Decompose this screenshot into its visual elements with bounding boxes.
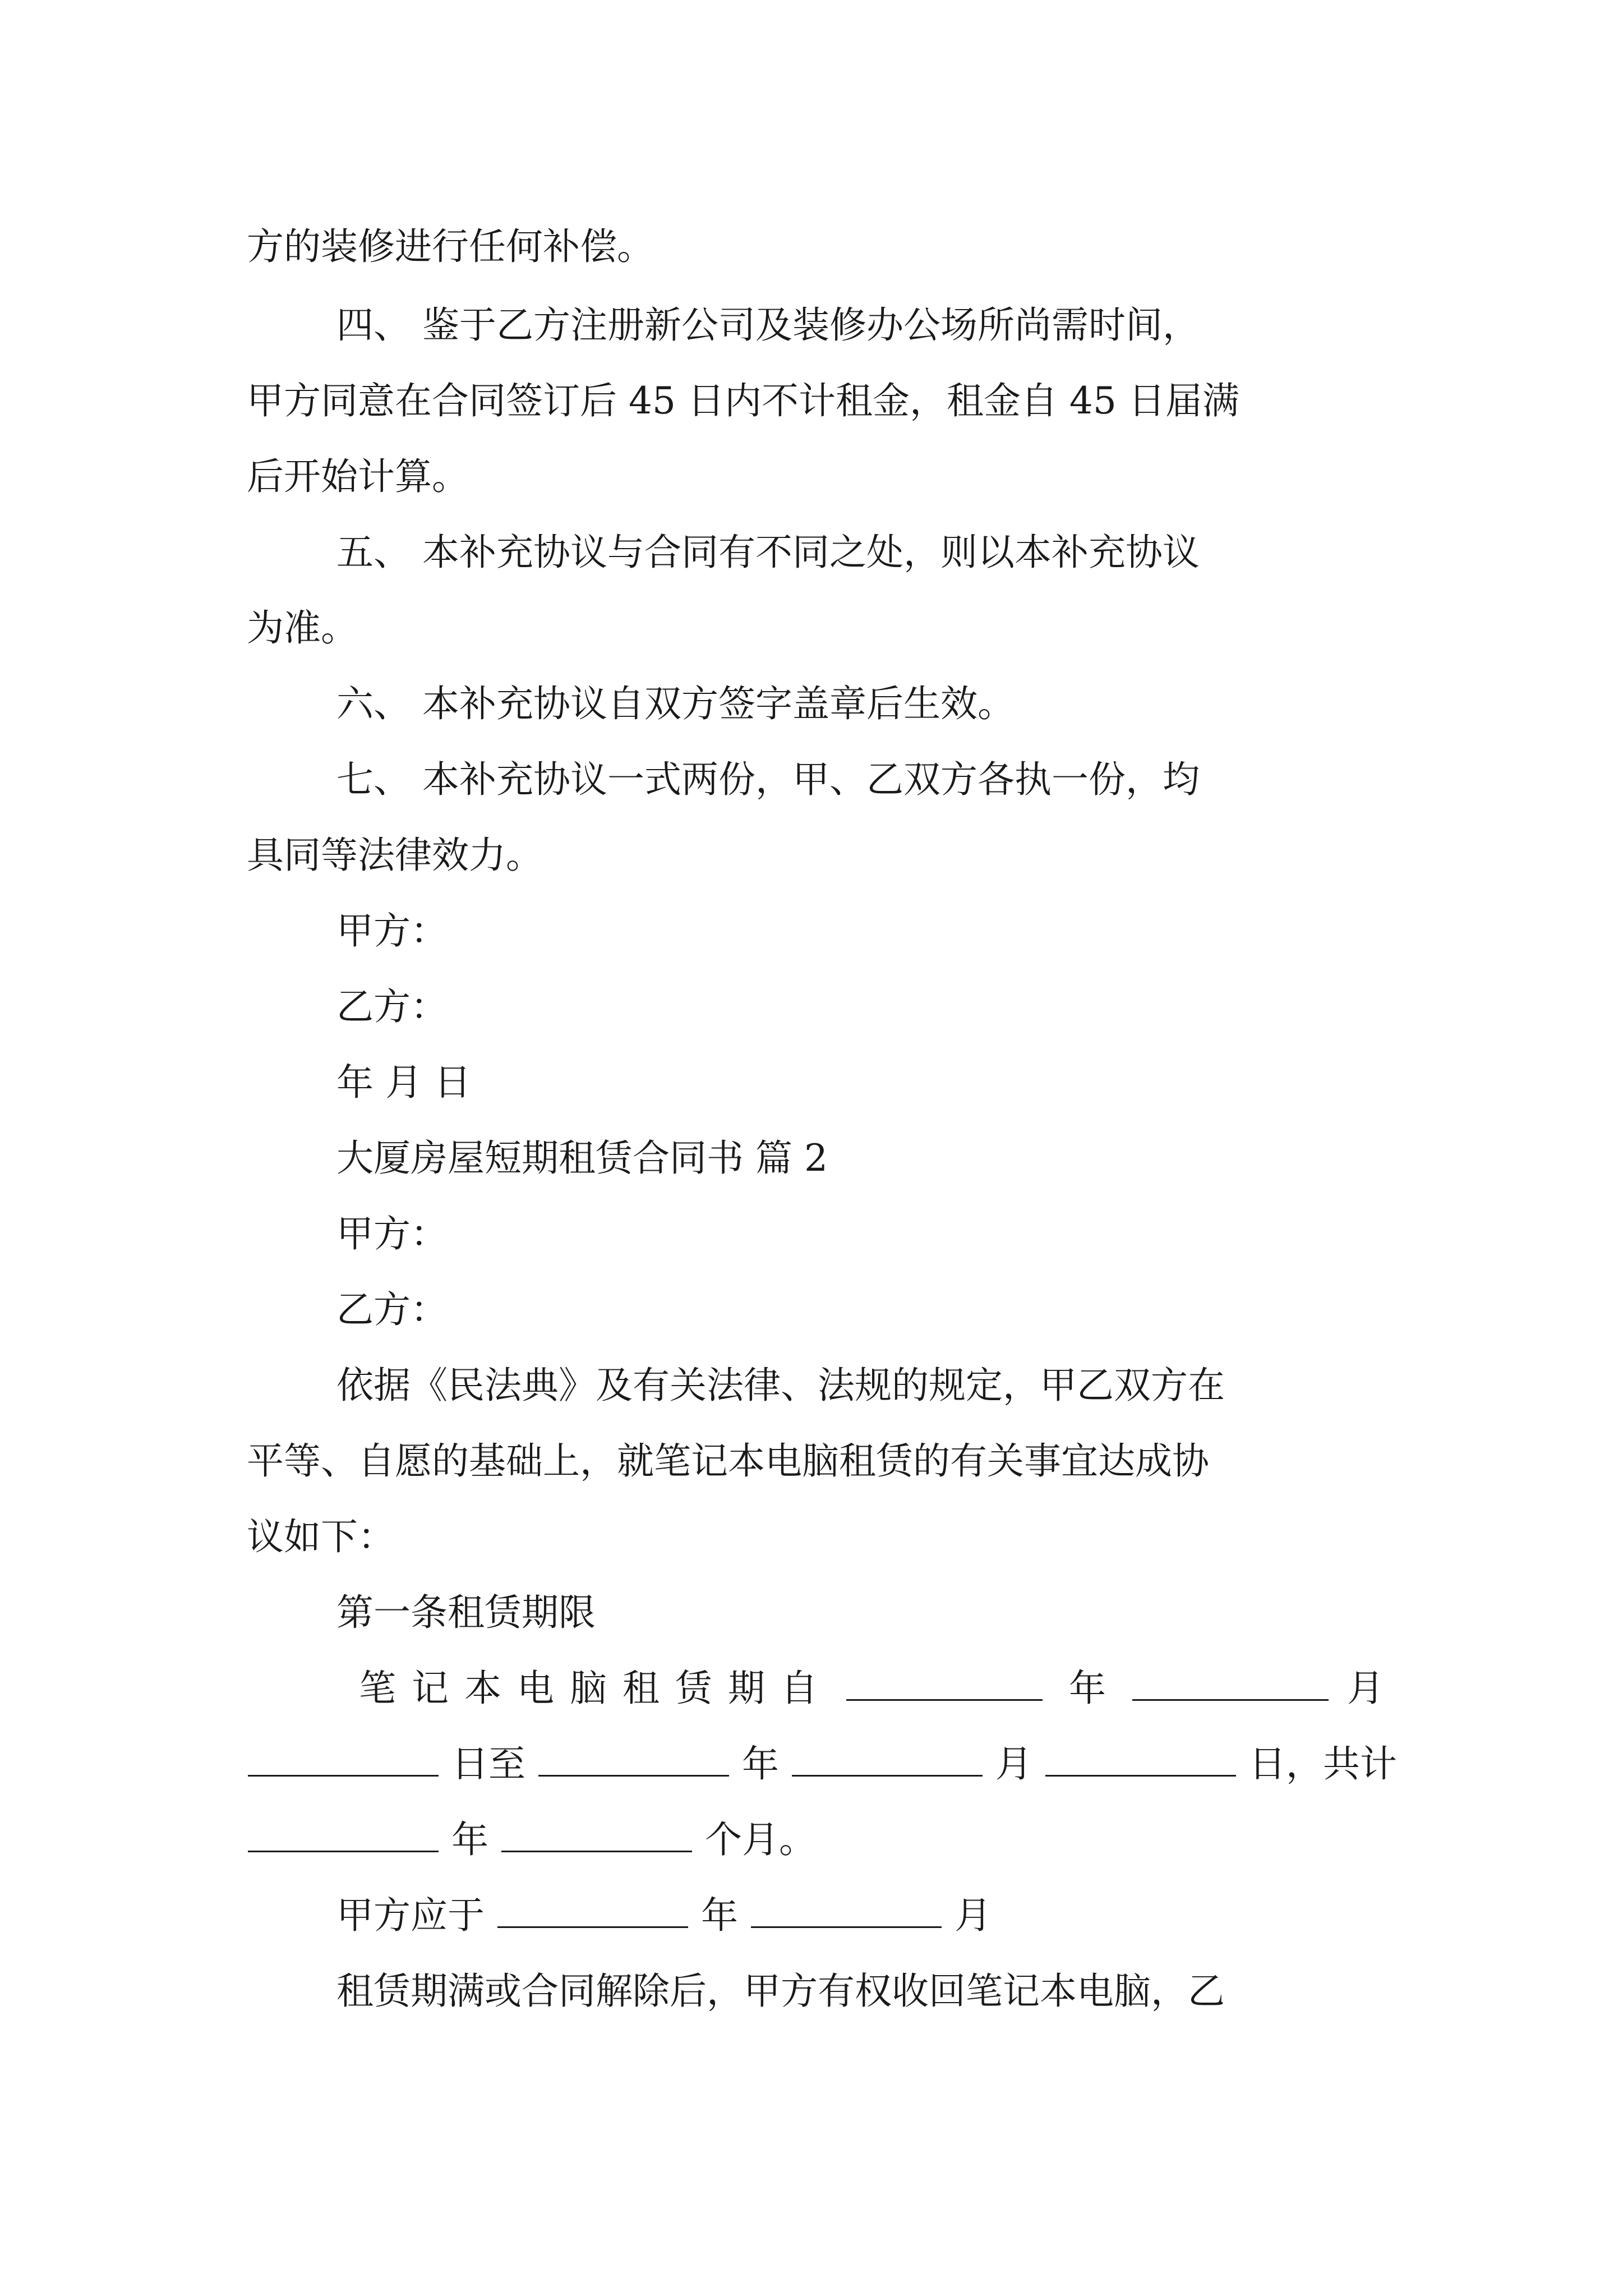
clause-six-line bbox=[336, 676, 1015, 732]
text: 年 bbox=[451, 1818, 488, 1861]
article-one-heading bbox=[336, 1585, 596, 1641]
text: 议如下： bbox=[247, 1515, 395, 1558]
clause-four-line-2 bbox=[247, 373, 1239, 429]
text: 第一条租赁期限 bbox=[336, 1591, 596, 1634]
clause-four-line-1 bbox=[336, 297, 1200, 353]
party-a-label bbox=[336, 1206, 448, 1262]
text: 笔记本电脑租赁期自 bbox=[359, 1667, 833, 1710]
preamble-line-2 bbox=[247, 1433, 1209, 1489]
text: 甲方： bbox=[336, 1212, 448, 1255]
text: 乙方： bbox=[336, 1288, 448, 1331]
section-title bbox=[336, 1130, 828, 1186]
clause-five-line-1 bbox=[336, 524, 1200, 581]
paragraph-line bbox=[247, 219, 654, 275]
clause-five-line-2 bbox=[247, 600, 358, 656]
preamble-line-1 bbox=[336, 1358, 1225, 1414]
text: 七、 本补充协议一式两份，甲、乙双方各执一份，均 bbox=[336, 758, 1200, 801]
text: 依据《民法典》及有关法律、法规的规定，甲乙双方在 bbox=[336, 1364, 1225, 1407]
blank-field bbox=[538, 1739, 729, 1777]
text: 日至 bbox=[451, 1742, 525, 1786]
text: 租赁期满或合同解除后，甲方有权收回笔记本电脑，乙 bbox=[336, 1970, 1225, 2013]
text: 年 bbox=[700, 1894, 738, 1937]
text: 甲方同意在合同签订后 45 日内不计租金，租金自 45 日届满 bbox=[247, 379, 1239, 422]
party-b-label bbox=[336, 1282, 448, 1338]
term-line-3 bbox=[247, 1812, 816, 1868]
blank-field bbox=[1045, 1739, 1236, 1777]
text: 月 bbox=[995, 1742, 1032, 1786]
text: 六、 本补充协议自双方签字盖章后生效。 bbox=[336, 682, 1015, 725]
blank-field bbox=[792, 1739, 983, 1777]
text: 平等、自愿的基础上，就笔记本电脑租赁的有关事宜达成协 bbox=[247, 1439, 1209, 1483]
text: 四、 鉴于乙方注册新公司及装修办公场所尚需时间， bbox=[336, 303, 1200, 347]
text: 为准。 bbox=[247, 606, 358, 650]
text: 年 月 日 bbox=[336, 1061, 471, 1104]
preamble-line-3 bbox=[247, 1509, 395, 1565]
text: 大厦房屋短期租赁合同书 篇 2 bbox=[336, 1137, 828, 1180]
party-a-label bbox=[336, 903, 448, 959]
text: 五、 本补充协议与合同有不同之处，则以本补充协议 bbox=[336, 531, 1200, 574]
text: 月 bbox=[1347, 1667, 1384, 1710]
clause-four-line-3 bbox=[247, 449, 469, 505]
return-clause-line bbox=[336, 1963, 1225, 2019]
term-line-1 bbox=[359, 1660, 1384, 1717]
blank-field bbox=[248, 1815, 439, 1852]
text: 甲方： bbox=[336, 909, 448, 953]
term-line-4 bbox=[336, 1888, 992, 1944]
blank-field bbox=[248, 1739, 439, 1777]
text: 乙方： bbox=[336, 985, 448, 1028]
blank-field bbox=[846, 1663, 1043, 1701]
party-b-label bbox=[336, 979, 448, 1035]
text: 具同等法律效力。 bbox=[247, 834, 543, 877]
blank-field bbox=[1132, 1663, 1329, 1701]
text: 年 bbox=[741, 1742, 779, 1786]
clause-seven-line-1 bbox=[336, 752, 1200, 808]
term-line-2 bbox=[247, 1736, 1397, 1792]
date-line bbox=[336, 1055, 471, 1111]
blank-field bbox=[497, 1890, 688, 1928]
text: 方的装修进行任何补偿。 bbox=[247, 225, 654, 268]
text: 甲方应于 bbox=[336, 1894, 485, 1937]
text: 月 bbox=[954, 1894, 992, 1937]
text: 个月。 bbox=[704, 1818, 816, 1861]
text: 后开始计算。 bbox=[247, 455, 469, 498]
text: 日，共计 bbox=[1248, 1742, 1397, 1786]
blank-field bbox=[501, 1815, 692, 1852]
blank-field bbox=[751, 1890, 942, 1928]
text: 年 bbox=[1068, 1667, 1106, 1710]
clause-seven-line-2 bbox=[247, 827, 543, 884]
